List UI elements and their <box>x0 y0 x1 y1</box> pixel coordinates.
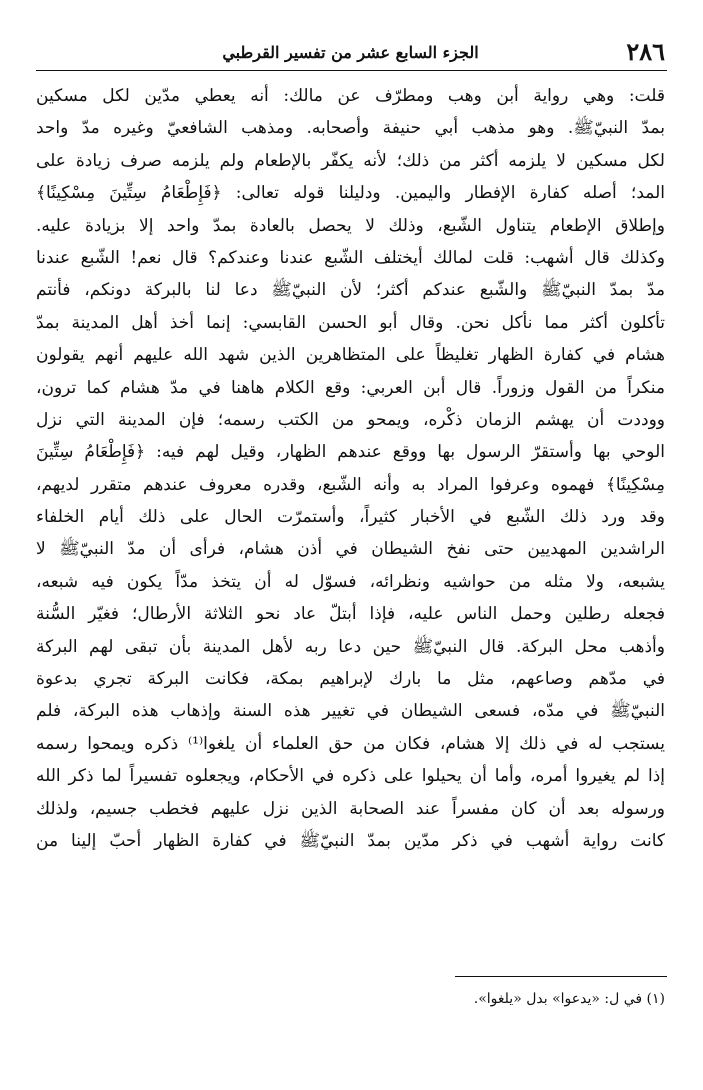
text-line: مدّ بمدّ النبيّﷺ والشّبع عندكم أكثر؛ لأن النبيّﷺ دعا لنا بالبركة دونكم، فأنتم <box>36 280 665 301</box>
running-title: الجزء السابع عشر من تفسير القرطبي <box>222 43 479 62</box>
text-line: ورسوله بعد أن كان مفسراً عند الصحابة الذين نزل عليهم فخطب جسيم، ولذلك <box>36 798 665 819</box>
text-line: يشبعه، ولا مثله من حواشيه ونظرائه، فسوّل له أن يتخذ مدّاً يكون فيه شبعه، <box>36 571 665 592</box>
text-line: وكذلك قال أشهب: قلت لمالك أيختلف الشّبع عندنا وعندكم؟ قال نعم! الشّبع عندنا <box>36 247 665 268</box>
text-line: مِسْكِينًا﴾ فهموه وعرفوا المراد به وأنه الشّبع، وقدره معروف عندهم متقرر لديهم، <box>36 474 665 495</box>
text-line: وأذهب محل البركة. قال النبيّﷺ حين دعا ربه لأهل المدينة بأن تبقى لهم البركة <box>36 636 665 657</box>
text-line: في مدّهم وصاعهم، مثل ما بارك لإبراهيم بمكة، فكانت البركة تجري بدعوة <box>36 669 665 690</box>
page-header <box>36 38 665 72</box>
text-line: ووددت أن يهشم الزمان ذكْره، ويمحو من الكتب رسمه؛ فإن المدينة التي نزل <box>36 409 665 430</box>
text-line: الوحي بها وأستقرّ الرسول بها ووقع عندهم الظهار، وقيل لهم فيه: ﴿فَإِطْعَامُ سِتِّينَ <box>36 442 665 463</box>
text-line: فجعله رطلين وحمل الناس عليه، فإذا أبتلّ عاد نحو الثلاثة الأرطال؛ فغيّر السُّنة <box>36 604 665 625</box>
text-line: قلت: وهي رواية أبن وهب ومطرّف عن مالك: أنه يعطي مدّين لكل مسكين <box>36 86 665 106</box>
header-rule <box>36 70 667 71</box>
text-line: الراشدين المهديين حتى نفخ الشيطان في أذن هشام، فرأى أن مدّ النبيّﷺ لا <box>36 539 665 560</box>
page-number: ٢٨٦ <box>626 37 665 66</box>
text-line: إذا لم يغيروا أمره، وأما أن يحيلوا على ذكره في الأحكام، ويجعلوه تفسيراً لما ذكر الله <box>36 766 665 787</box>
main-text <box>36 80 665 857</box>
text-line: وإطلاق الإطعام يتناول الشّبع، وذلك لا يحصل بالعادة بمدّ واحد إلا بزيادة عليه. <box>36 215 665 236</box>
footnote: (١) في ل: «يدعوا» بدل «يلغوا». <box>473 991 665 1007</box>
text-line: تأكلون أكثر مما نأكل نحن. وقال أبو الحسن القابسي: إنما أخذ أهل المدينة بمدّ <box>36 312 665 333</box>
text-line: منكراً من القول وزوراً. قال أبن العربي: وقع الكلام هاهنا في مدّ هشام كما ترون، <box>36 377 665 398</box>
text-line: وقد ورد ذلك الشّبع في الأخبار كثيراً، وأستمرّت الحال على ذلك أيام الخلفاء <box>36 507 665 528</box>
footnote-rule <box>455 976 667 977</box>
text-line: يستجب له في ذلك إلا هشام، فكان من حق العلماء أن يلغوا⁽¹⁾ ذكره ويمحوا رسمه <box>36 733 665 754</box>
text-line: النبيّﷺ في مدّه، فسعى الشيطان في تغيير هذه السنة وإذهاب هذه البركة، فلم <box>36 701 665 722</box>
text-line: كانت رواية أشهب في ذكر مدّين بمدّ النبيّﷺ في كفارة الظهار أحبّ إلينا من <box>36 830 665 851</box>
text-line: لكل مسكين لا يلزمه أكثر من ذلك؛ لأنه يكفّر بالإطعام ولم يلزمه صرف زيادة على <box>36 150 665 171</box>
text-line: هشام في كفارة الظهار تغليظاً على المتظاهرين الذين شهد الله عليهم أنهم يقولون <box>36 345 665 366</box>
text-line: بمدّ النبيّﷺ. وهو مذهب أبي حنيفة وأصحابه. ومذهب الشافعيّ وغيره مدّ واحد <box>36 118 665 139</box>
text-line: المد؛ أصله كفارة الإفطار واليمين. ودليلنا قوله تعالى: ﴿فَإِطْعَامُ سِتِّينَ مِسْكِينًا﴾ <box>36 183 665 204</box>
